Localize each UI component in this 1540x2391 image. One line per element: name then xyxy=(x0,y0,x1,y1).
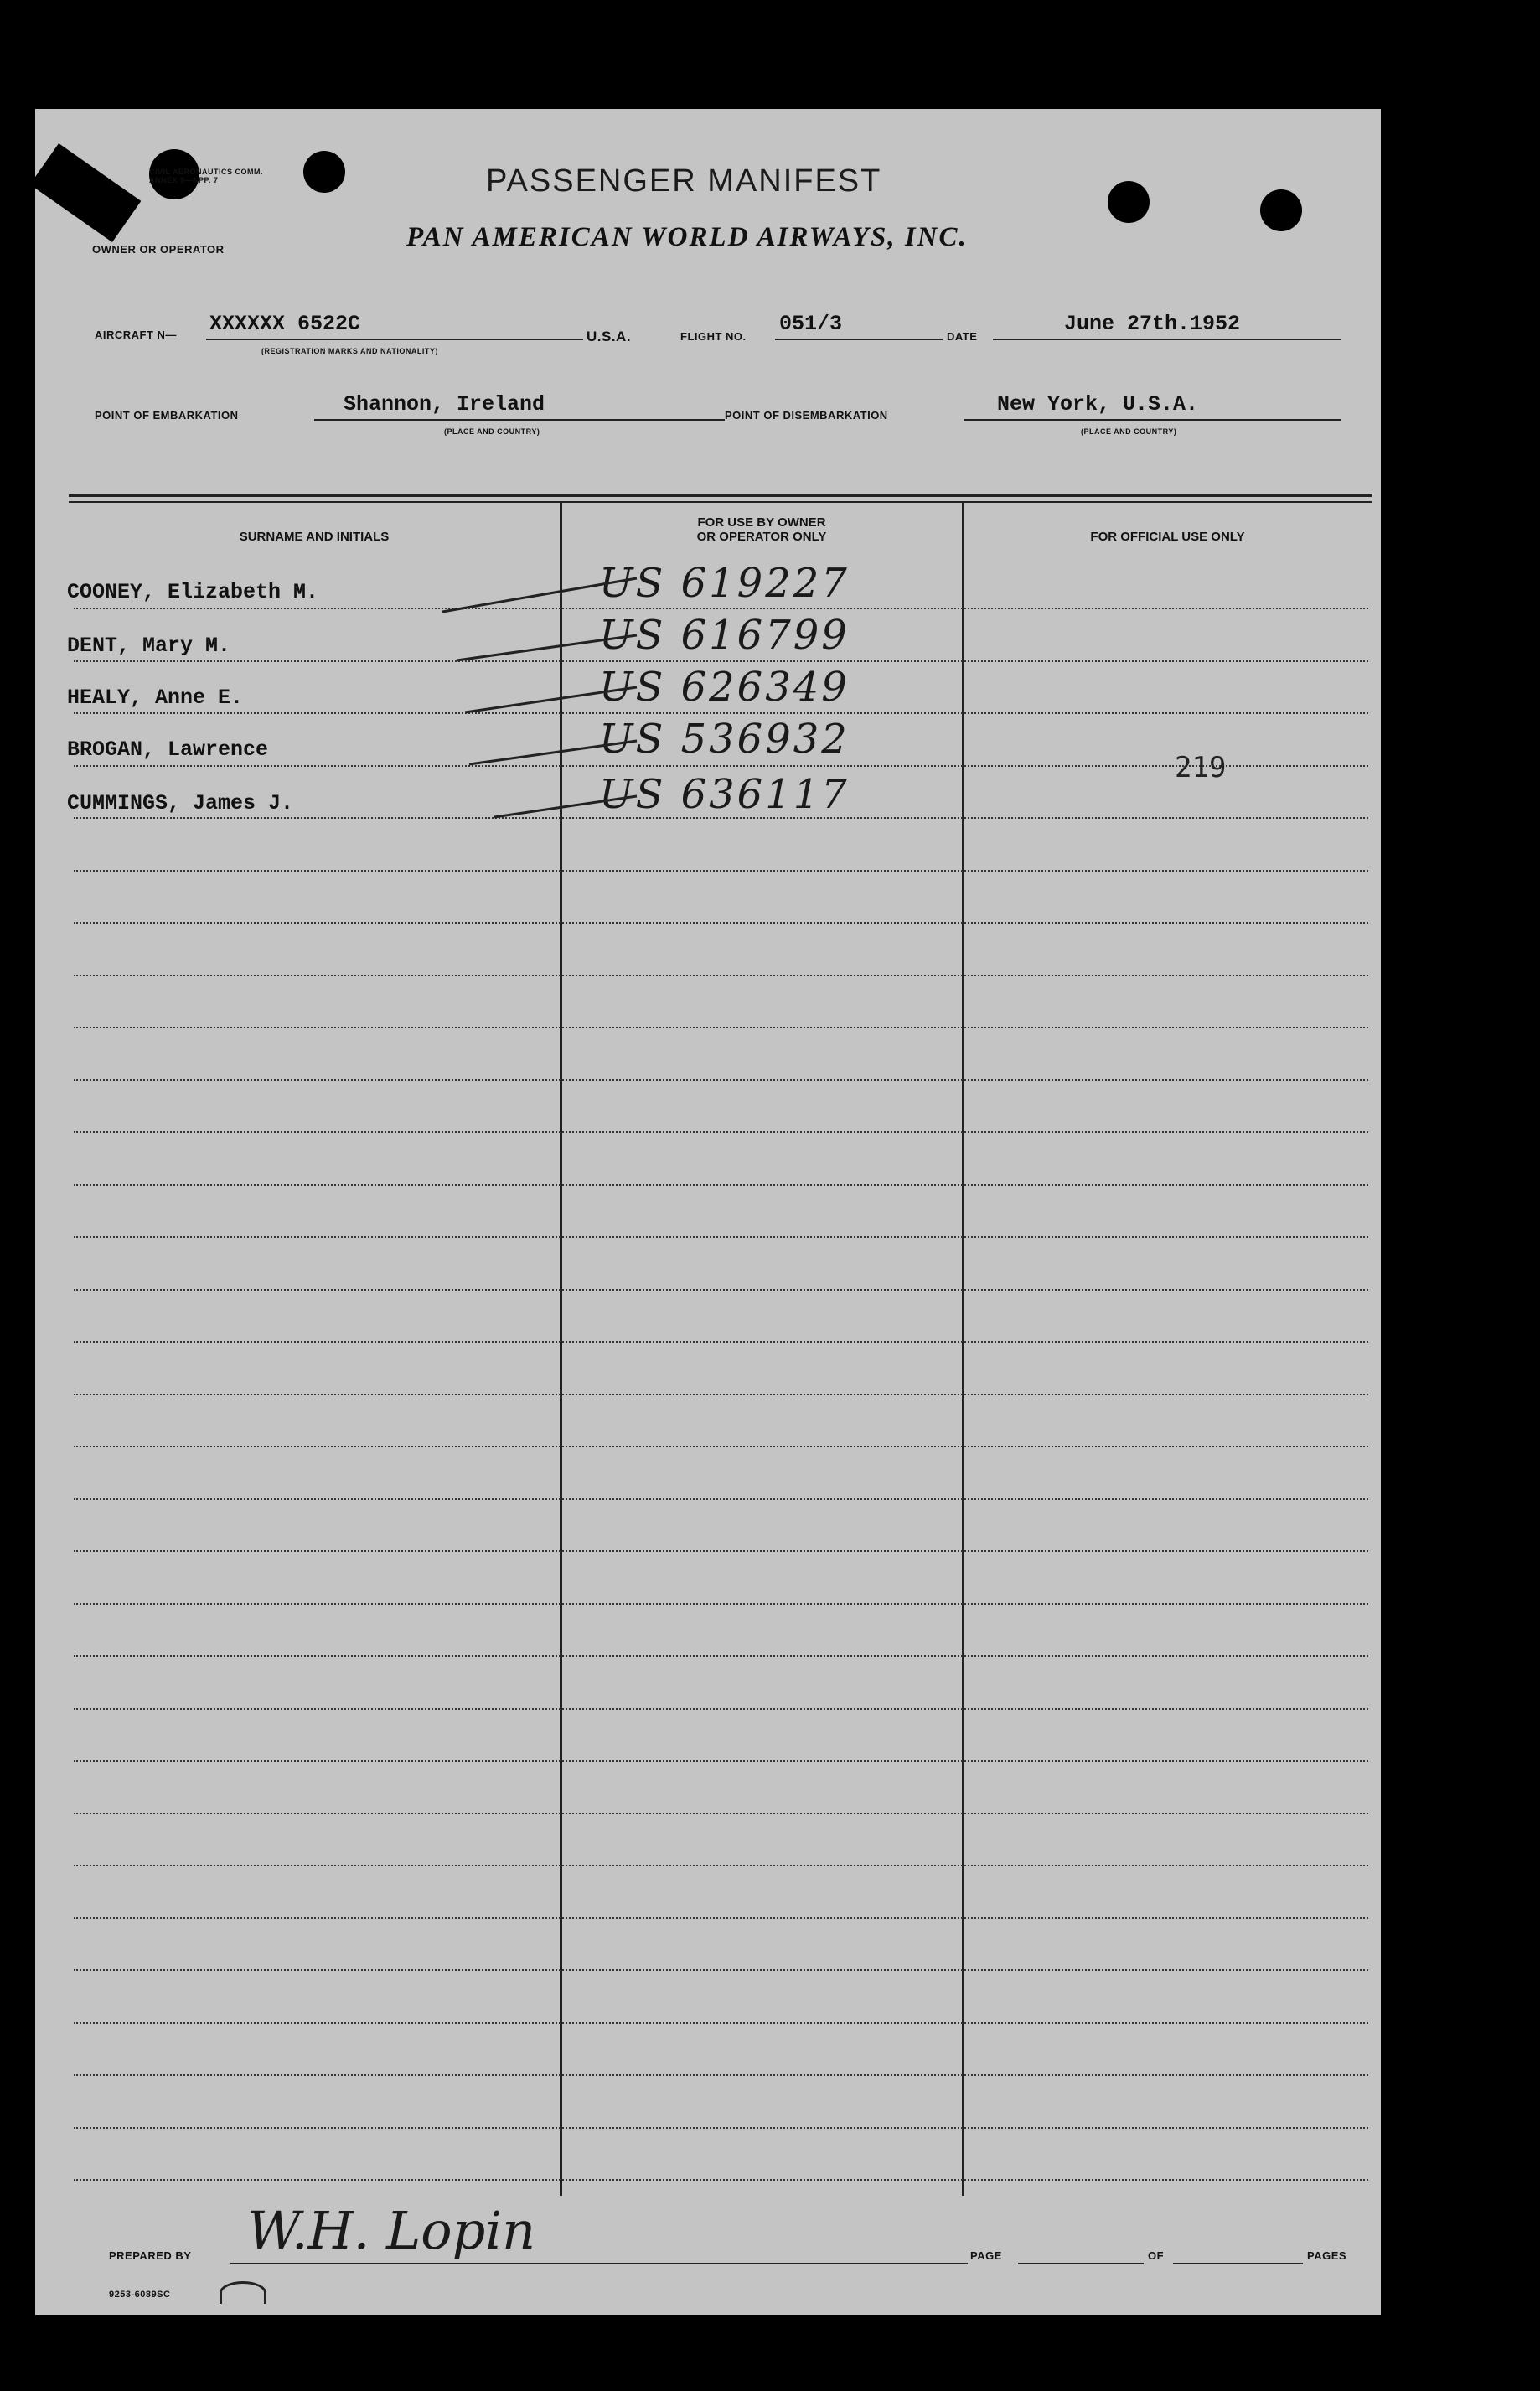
row-rule xyxy=(74,975,1368,976)
column-header-surname: SURNAME AND INITIALS xyxy=(239,530,390,544)
row-rule xyxy=(74,2179,1368,2181)
row-rule xyxy=(74,1760,1368,1762)
passenger-name: COONEY, Elizabeth M. xyxy=(67,580,319,604)
union-label-icon xyxy=(220,2281,266,2304)
prepared-by-label: PREPARED BY xyxy=(109,2249,192,2262)
form-number: 9253-6089SC xyxy=(109,2290,171,2300)
page-label: PAGE xyxy=(970,2249,1002,2262)
row-rule xyxy=(74,1865,1368,1866)
aircraft-sublabel: (REGISTRATION MARKS AND NATIONALITY) xyxy=(261,347,438,355)
disembarkation-label: POINT OF DISEMBARKATION xyxy=(725,409,888,422)
row-rule xyxy=(74,2127,1368,2129)
row-rule xyxy=(74,1655,1368,1657)
regulation-note: CIVIL AERONAUTICS COMM. ANNEX 9—APP. 7 xyxy=(149,168,264,184)
date-value: June 27th.1952 xyxy=(1064,312,1241,336)
passport-number: US 616799 xyxy=(599,612,850,659)
row-rule xyxy=(74,1813,1368,1814)
passport-number: US 636117 xyxy=(599,771,850,818)
passport-number: US 626349 xyxy=(599,664,850,711)
column-header-official: FOR OFFICIAL USE ONLY xyxy=(1090,530,1245,544)
prepared-by-line xyxy=(230,2263,968,2264)
row-rule xyxy=(74,1289,1368,1291)
embarkation-sublabel: (PLACE AND COUNTRY) xyxy=(444,427,540,436)
passenger-name: CUMMINGS, James J. xyxy=(67,791,294,815)
of-label: OF xyxy=(1148,2249,1165,2262)
row-rule xyxy=(74,1969,1368,1971)
passenger-name: HEALY, Anne E. xyxy=(67,686,244,710)
row-rule xyxy=(74,1446,1368,1447)
owner-operator-label: OWNER OR OPERATOR xyxy=(92,243,225,256)
strike-lines xyxy=(0,0,1540,922)
passport-number: US 536932 xyxy=(599,716,850,763)
row-rule xyxy=(74,1603,1368,1605)
row-rule xyxy=(74,1027,1368,1028)
row-rule xyxy=(74,1394,1368,1395)
row-rule xyxy=(74,1708,1368,1710)
row-rule xyxy=(74,1917,1368,1919)
page-title: PASSENGER MANIFEST xyxy=(486,163,882,199)
pages-label: PAGES xyxy=(1307,2249,1347,2262)
page-line xyxy=(1018,2263,1144,2264)
disembarkation-sublabel: (PLACE AND COUNTRY) xyxy=(1081,427,1177,436)
row-rule xyxy=(74,1079,1368,1081)
column-header-owner-2: OR OPERATOR ONLY xyxy=(696,530,827,544)
embarkation-label: POINT OF EMBARKATION xyxy=(95,409,239,422)
row-rule xyxy=(74,1184,1368,1186)
row-rule xyxy=(74,1498,1368,1500)
row-rule xyxy=(74,1131,1368,1133)
flight-no-value: 051/3 xyxy=(779,312,843,336)
usa-label: U.S.A. xyxy=(587,329,632,344)
row-rule xyxy=(74,2022,1368,2024)
flight-no-label: FLIGHT NO. xyxy=(680,330,747,343)
signature: W.H. Lopin xyxy=(247,2200,536,2261)
row-rule xyxy=(74,1236,1368,1238)
passport-number: US 619227 xyxy=(599,560,850,607)
aircraft-value: XXXXXX 6522C xyxy=(209,312,361,336)
of-line xyxy=(1173,2263,1303,2264)
passenger-name: DENT, Mary M. xyxy=(67,634,231,658)
row-rule xyxy=(74,1550,1368,1552)
row-rule xyxy=(74,1341,1368,1343)
aircraft-label: AIRCRAFT N— xyxy=(95,329,177,341)
airline-name: PAN AMERICAN WORLD AIRWAYS, INC. xyxy=(406,222,968,252)
column-header-owner-1: FOR USE BY OWNER xyxy=(697,515,826,530)
row-rule xyxy=(74,2074,1368,2076)
passenger-name: BROGAN, Lawrence xyxy=(67,737,269,762)
embarkation-value: Shannon, Ireland xyxy=(344,392,545,417)
disembarkation-value: New York, U.S.A. xyxy=(997,392,1199,417)
official-number: 219 xyxy=(1175,751,1227,784)
row-rule xyxy=(74,922,1368,924)
date-label: DATE xyxy=(947,330,978,343)
